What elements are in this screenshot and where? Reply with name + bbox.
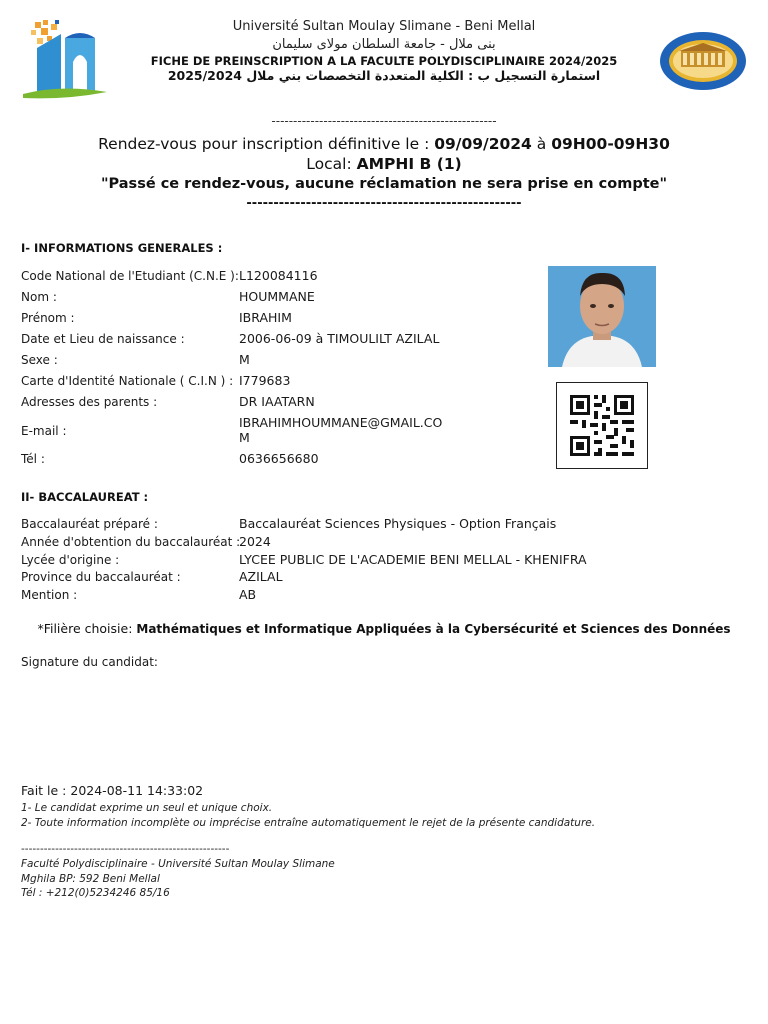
appointment-date: 09/09/2024 <box>434 135 532 153</box>
field-label-bac: Baccalauréat préparé : <box>21 517 158 531</box>
field-value-birth: 2006-06-09 à TIMOULILT AZILAL <box>239 331 440 346</box>
university-name: Université Sultan Moulay Slimane - Beni Mellal <box>232 19 536 34</box>
field-label-province: Province du baccalauréat : <box>21 570 181 584</box>
separator-bottom: --------------------------------------------------- <box>246 196 522 211</box>
local-line <box>0 155 768 173</box>
university-logo <box>21 18 109 100</box>
field-value-nom: HOUMMANE <box>239 289 315 304</box>
field-label-lycee: Lycée d'origine : <box>21 553 120 567</box>
fait-le: Fait le : 2024-08-11 14:33:02 <box>21 783 204 798</box>
form-title: FICHE DE PREINSCRIPTION A LA FACULTE POLYDISCIPLINAIRE 2024/2025 <box>150 54 618 68</box>
field-label-tel: Tél : <box>21 452 45 466</box>
warning-text: "Passé ce rendez-vous, aucune réclamation ne sera prise en compte" <box>100 176 668 192</box>
qr-code-icon <box>556 382 648 469</box>
field-label-nom: Nom : <box>21 290 57 304</box>
field-value-tel: 0636656680 <box>239 451 319 466</box>
form-title-arabic: استمارة التسجيل ب : الكلية المتعددة التخصصات بني ملال 2025/2024 <box>167 68 601 83</box>
field-value-email: IBRAHIMHOUMMANE@GMAIL.COM <box>239 415 443 445</box>
appointment-time: 09H00-09H30 <box>551 135 670 153</box>
university-name-arabic: بنى ملال - جامعة السلطان مولاى سليمان <box>272 37 496 52</box>
note-2: 2- Toute information incomplète ou imprécise entraîne automatiquement le rejet de la présente candidature. <box>21 817 596 829</box>
footer-separator: ------------------------------------------------------- <box>21 843 230 855</box>
field-value-address: DR IAATARN <box>239 394 315 409</box>
field-label-birth: Date et Lieu de naissance : <box>21 332 185 346</box>
appointment-prefix: Rendez-vous pour inscription définitive le : <box>98 135 435 153</box>
field-value-cne: L120084116 <box>239 268 318 283</box>
field-label-cin: Carte d'Identité Nationale ( C.I.N ) : <box>21 374 234 388</box>
field-label-sexe: Sexe : <box>21 353 58 367</box>
section-bac-title: II- BACCALAUREAT : <box>21 490 149 504</box>
field-value-lycee: LYCEE PUBLIC DE L'ACADEMIE BENI MELLAL - KHENIFRA <box>239 552 587 567</box>
footer-address-1: Faculté Polydisciplinaire - Université Sultan Moulay Slimane <box>21 858 335 870</box>
field-label-mention: Mention : <box>21 588 78 602</box>
field-value-bac: Baccalauréat Sciences Physiques - Option Français <box>239 516 557 531</box>
field-value-cin: I779683 <box>239 373 291 388</box>
field-value-prenom: IBRAHIM <box>239 310 292 325</box>
field-value-mention: AB <box>239 587 257 602</box>
signature-label: Signature du candidat: <box>21 655 158 669</box>
separator-top: ---------------------------------------------------- <box>271 114 497 128</box>
field-label-prenom: Prénom : <box>21 311 75 325</box>
local-value: AMPHI B (1) <box>356 155 462 173</box>
filiere-line <box>0 621 768 636</box>
appointment-at: à <box>531 135 552 153</box>
footer-address-2: Mghila BP: 592 Beni Mellal <box>21 873 160 885</box>
student-photo <box>548 266 656 367</box>
note-1: 1- Le candidat exprime un seul et unique choix. <box>21 802 273 814</box>
field-label-cne: Code National de l'Etudiant (C.N.E ): <box>21 269 239 283</box>
appointment-line <box>0 135 768 153</box>
field-value-sexe: M <box>239 352 250 367</box>
field-value-province: AZILAL <box>239 569 283 584</box>
filiere-name: Mathématiques et Informatique Appliquées à la Cybersécurité et Sciences des Données <box>136 622 731 636</box>
footer-phone: Tél : +212(0)5234246 85/16 <box>21 887 170 899</box>
section-general-title: I- INFORMATIONS GENERALES : <box>21 241 223 255</box>
filiere-prefix: *Filière choisie: <box>37 621 137 636</box>
field-label-bac-year: Année d'obtention du baccalauréat : <box>21 535 241 549</box>
local-prefix: Local: <box>306 155 357 173</box>
field-label-address: Adresses des parents : <box>21 395 158 409</box>
field-label-email: E-mail : <box>21 424 67 438</box>
faculty-seal <box>659 31 747 91</box>
field-value-bac-year: 2024 <box>239 534 271 549</box>
